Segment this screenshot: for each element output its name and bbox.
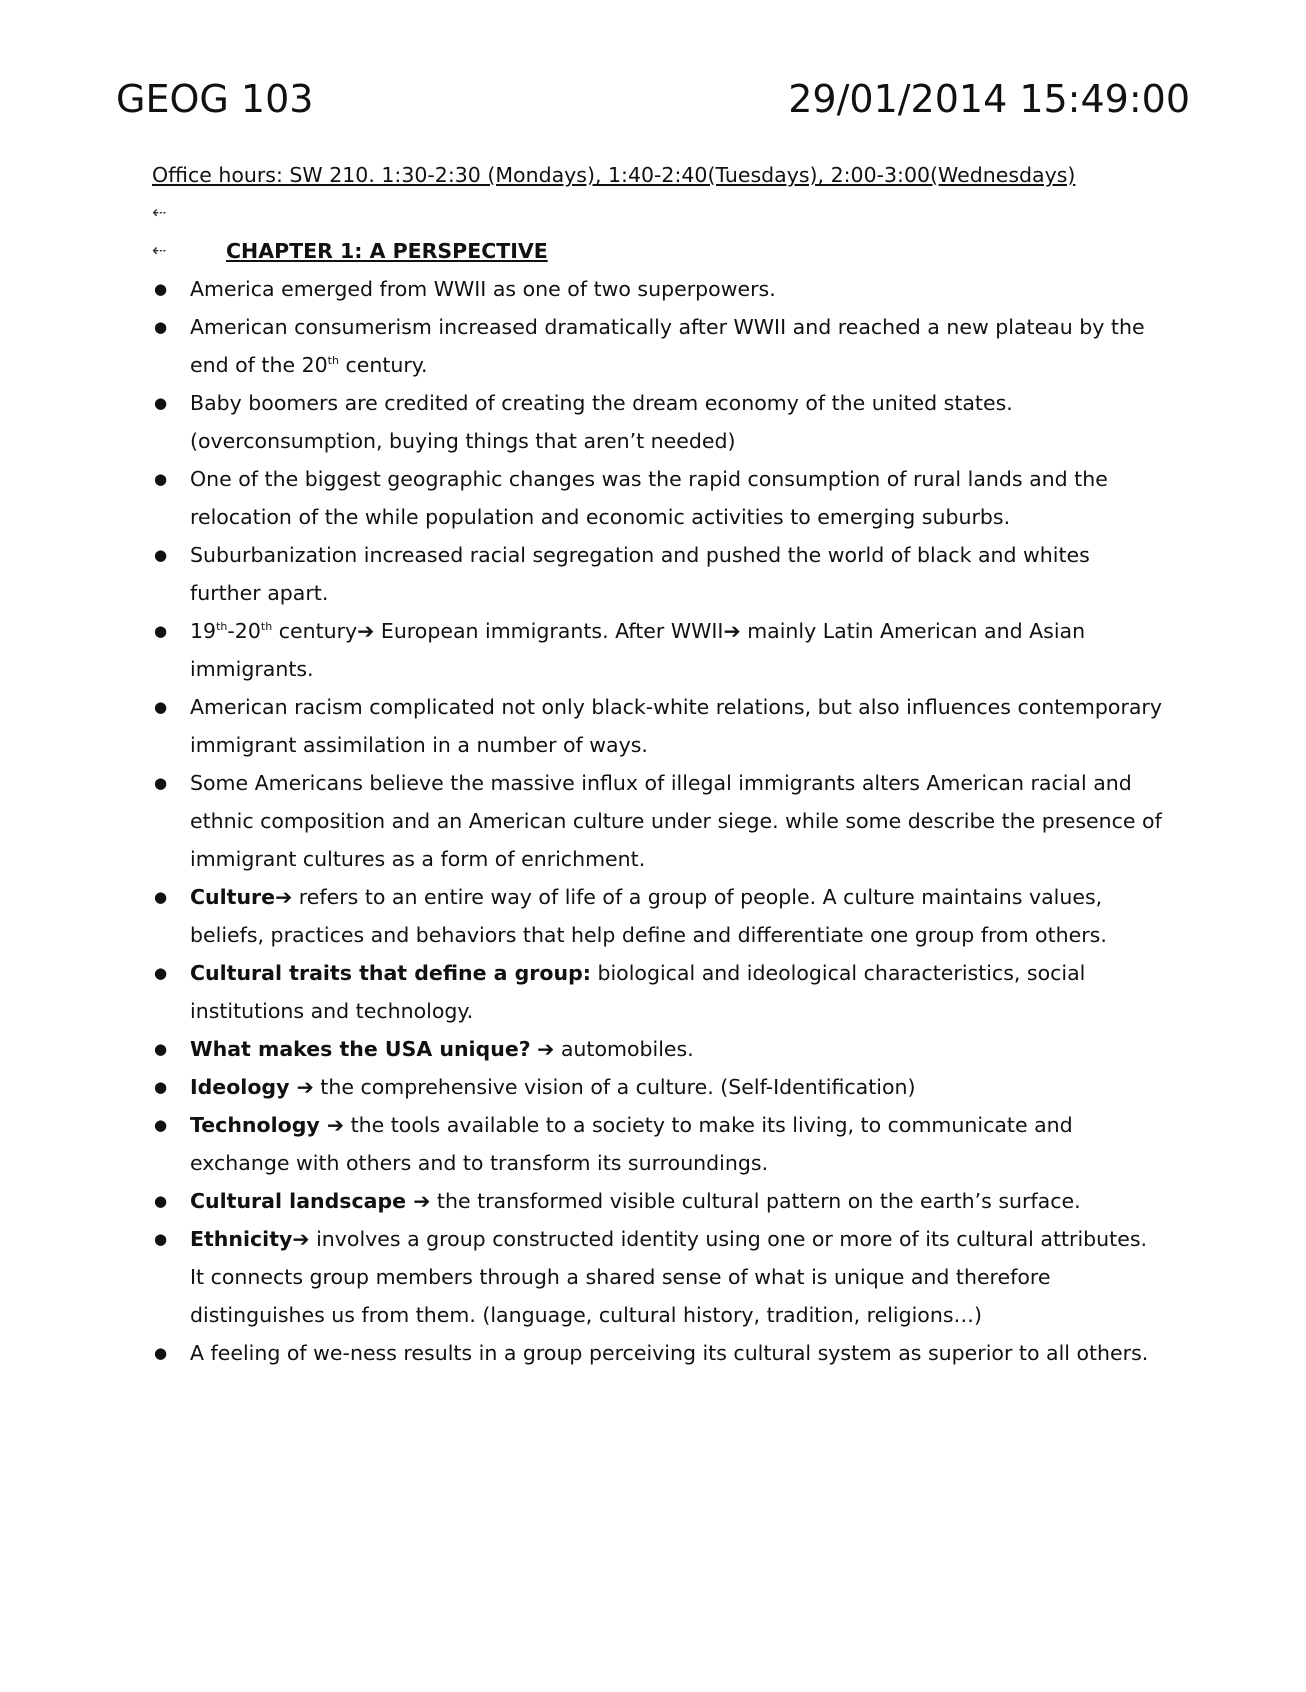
superscript: th	[260, 620, 273, 633]
list-item	[152, 612, 1162, 688]
term: What makes the USA unique?	[190, 1037, 531, 1061]
item-text: the comprehensive vision of a culture. (Self-Identification)	[313, 1075, 916, 1099]
term: Technology	[190, 1113, 327, 1137]
bullet-dot-icon: ●	[154, 280, 168, 298]
item-text: Baby boomers are credited of creating the dream economy of the united states. (overconsumption, buying things that aren’t needed)	[190, 391, 1013, 453]
term: Ethnicity	[190, 1227, 293, 1251]
right-arrow-icon: ➔	[326, 1113, 345, 1137]
list-item	[152, 688, 1162, 764]
term: Cultural landscape	[190, 1189, 414, 1213]
header-datetime: 29/01/2014 15:49:00	[788, 77, 1190, 121]
bullet-list	[152, 270, 1162, 1372]
right-arrow-icon: ➔	[275, 885, 293, 909]
term: Culture	[190, 885, 276, 909]
return-arrow-icon: ⇠	[152, 203, 167, 223]
list-item	[152, 878, 1162, 954]
item-text: automobiles.	[554, 1037, 694, 1061]
bullet-dot-icon: ●	[154, 1344, 168, 1362]
item-text: America emerged from WWII as one of two superpowers.	[190, 277, 776, 301]
blank-line	[152, 194, 1162, 232]
item-text: American racism complicated not only black-white relations, but also influences contemporary immigrant assimilation in a number of ways.	[190, 695, 1162, 757]
chapter-heading-line	[152, 232, 1162, 270]
item-text: involves a group constructed identity using one or more of its cultural attributes. It connects group members through a shared sense of what is unique and therefore distinguishes us from them. (language, cultural history, tradition, religions…)	[190, 1227, 1148, 1327]
bullet-dot-icon: ●	[154, 1078, 168, 1096]
item-text: the tools available to a society to make its living, to communicate and exchange with others and to transform its surroundings.	[190, 1113, 1073, 1175]
list-item	[152, 1030, 1162, 1068]
bullet-dot-icon: ●	[154, 546, 168, 564]
list-item	[152, 1220, 1162, 1334]
bullet-dot-icon: ●	[154, 964, 168, 982]
item-text: refers to an entire way of life of a group of people. A culture maintains values, beliefs, practices and behaviors that help define and differentiate one group from others.	[190, 885, 1107, 947]
list-item	[152, 270, 1162, 308]
course-title: GEOG 103	[116, 77, 314, 121]
item-text: mainly Latin American and Asian immigrants.	[190, 619, 1086, 681]
term: Cultural traits that define a group:	[190, 961, 591, 985]
list-item	[152, 384, 1162, 460]
chapter-title: CHAPTER 1: A PERSPECTIVE	[226, 239, 548, 263]
list-item	[152, 1182, 1162, 1220]
office-hours: Office hours: SW 210. 1:30-2:30 (Mondays), 1:40-2:40(Tuesdays), 2:00-3:00(Wednesdays)	[152, 163, 1076, 187]
item-text: Some Americans believe the massive influx of illegal immigrants alters American racial and ethnic composition and an American culture under siege. while some describe the presence of immigrant cultures as a form of enrichment.	[190, 771, 1162, 871]
right-arrow-icon: ➔	[537, 1037, 555, 1061]
right-arrow-icon: ➔	[357, 619, 375, 643]
bullet-dot-icon: ●	[154, 774, 168, 792]
list-item	[152, 308, 1162, 384]
item-text: century	[272, 619, 358, 643]
item-text: One of the biggest geographic changes was the rapid consumption of rural lands and the relocation of the while population and economic activities to emerging suburbs.	[190, 467, 1108, 529]
item-text: -20	[227, 619, 261, 643]
item-text: A feeling of we-ness results in a group perceiving its cultural system as superior to all others.	[190, 1341, 1149, 1365]
bullet-dot-icon: ●	[154, 1192, 168, 1210]
document-body	[152, 156, 1162, 1372]
list-item	[152, 536, 1162, 612]
right-arrow-icon: ➔	[296, 1075, 314, 1099]
bullet-dot-icon: ●	[154, 698, 168, 716]
item-text: biological and ideological characteristics, social institutions and technology.	[190, 961, 1086, 1023]
bullet-dot-icon: ●	[154, 1116, 168, 1134]
item-text: European immigrants. After WWII	[374, 619, 724, 643]
bullet-dot-icon: ●	[154, 470, 168, 488]
list-item	[152, 954, 1162, 1030]
list-item	[152, 1106, 1162, 1182]
item-text: the transformed visible cultural pattern on the earth’s surface.	[430, 1189, 1081, 1213]
page-header	[116, 74, 1190, 124]
superscript: th	[327, 354, 339, 367]
bullet-dot-icon: ●	[154, 1040, 168, 1058]
right-arrow-icon: ➔	[413, 1189, 431, 1213]
term: Ideology	[190, 1075, 297, 1099]
list-item	[152, 1068, 1162, 1106]
list-item	[152, 764, 1162, 878]
list-item	[152, 460, 1162, 536]
item-text: American consumerism increased dramatically after WWII and reached a new plateau by the end of the 20	[190, 315, 1145, 377]
bullet-dot-icon: ●	[154, 1230, 168, 1248]
item-text: Suburbanization increased racial segregation and pushed the world of black and whites further apart.	[190, 543, 1090, 605]
bullet-dot-icon: ●	[154, 318, 168, 336]
return-arrow-icon: ⇠	[152, 241, 167, 261]
superscript: th	[216, 620, 228, 633]
right-arrow-icon: ➔	[723, 619, 741, 643]
bullet-dot-icon: ●	[154, 622, 168, 640]
bullet-dot-icon: ●	[154, 394, 168, 412]
right-arrow-icon: ➔	[292, 1227, 310, 1251]
item-text: century.	[338, 353, 428, 377]
list-item	[152, 1334, 1162, 1372]
item-text: 19	[190, 619, 217, 643]
bullet-dot-icon: ●	[154, 888, 168, 906]
